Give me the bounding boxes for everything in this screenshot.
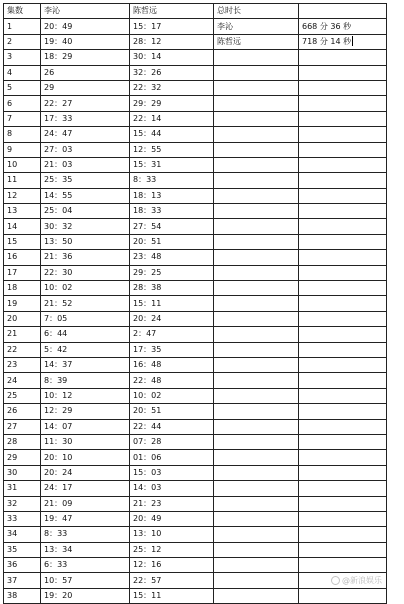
cell-episode[interactable]: 15: [4, 234, 41, 249]
table-row: [4, 157, 387, 172]
table-row: [4, 434, 387, 449]
empty-cell[interactable]: [299, 111, 387, 126]
cell-episode[interactable]: 2: [4, 34, 41, 49]
cell-chen-zheyuan-time[interactable]: 13：10: [130, 527, 214, 542]
cell-episode[interactable]: 16: [4, 250, 41, 265]
empty-cell[interactable]: [214, 296, 299, 311]
empty-cell[interactable]: [299, 219, 387, 234]
cell-li-qin-time[interactable]: 20：10: [41, 450, 130, 465]
empty-cell[interactable]: [299, 511, 387, 526]
cell-chen-zheyuan-time[interactable]: 23：48: [130, 250, 214, 265]
cell-episode[interactable]: 34: [4, 527, 41, 542]
table-row: [4, 65, 387, 80]
table-row: [4, 234, 387, 249]
cell-chen-zheyuan-time[interactable]: 15：11: [130, 588, 214, 603]
weibo-icon: [331, 576, 340, 585]
table-row: [4, 265, 387, 280]
cell-episode[interactable]: 27: [4, 419, 41, 434]
empty-cell[interactable]: [214, 311, 299, 326]
empty-cell[interactable]: [214, 388, 299, 403]
table-row: [4, 80, 387, 95]
empty-cell[interactable]: [214, 481, 299, 496]
cell-li-qin-time[interactable]: 11：30: [41, 434, 130, 449]
empty-cell[interactable]: [214, 527, 299, 542]
cell-li-qin-time[interactable]: 18：29: [41, 50, 130, 65]
empty-cell[interactable]: [214, 573, 299, 588]
empty-cell[interactable]: [299, 327, 387, 342]
cell-li-qin-time[interactable]: 7：05: [41, 311, 130, 326]
cell-chen-zheyuan-time[interactable]: 20：51: [130, 404, 214, 419]
empty-cell[interactable]: [299, 357, 387, 372]
empty-cell[interactable]: [214, 357, 299, 372]
total-value-text: 668 分 36 秒: [302, 21, 352, 31]
cell-episode[interactable]: 8: [4, 127, 41, 142]
cell-li-qin-time[interactable]: 13：34: [41, 542, 130, 557]
cell-li-qin-time[interactable]: 25：35: [41, 173, 130, 188]
table-row: [4, 373, 387, 388]
empty-cell[interactable]: [214, 204, 299, 219]
empty-cell[interactable]: [214, 465, 299, 480]
empty-cell[interactable]: [214, 219, 299, 234]
cell-li-qin-time[interactable]: 14：37: [41, 357, 130, 372]
header-total-time[interactable]: 总时长: [214, 4, 299, 19]
cell-li-qin-time[interactable]: 10：57: [41, 573, 130, 588]
empty-cell[interactable]: [299, 65, 387, 80]
empty-cell[interactable]: [214, 419, 299, 434]
table-row: [4, 127, 387, 142]
cell-chen-zheyuan-time[interactable]: 16：48: [130, 357, 214, 372]
table-row: [4, 481, 387, 496]
empty-cell[interactable]: [214, 234, 299, 249]
cell-chen-zheyuan-time[interactable]: 14：03: [130, 481, 214, 496]
empty-cell[interactable]: [214, 342, 299, 357]
empty-cell[interactable]: [299, 296, 387, 311]
empty-cell[interactable]: [214, 111, 299, 126]
empty-cell[interactable]: [214, 265, 299, 280]
episode-time-table: [3, 3, 387, 604]
empty-cell[interactable]: [299, 434, 387, 449]
cell-li-qin-time[interactable]: 30：32: [41, 219, 130, 234]
cell-episode[interactable]: 21: [4, 327, 41, 342]
cell-li-qin-time[interactable]: 5：42: [41, 342, 130, 357]
cell-chen-zheyuan-time[interactable]: 22：14: [130, 111, 214, 126]
empty-cell[interactable]: [214, 281, 299, 296]
table-row: [4, 204, 387, 219]
total-name[interactable]: 陈哲远: [214, 34, 299, 49]
cell-li-qin-time[interactable]: 10：02: [41, 281, 130, 296]
cell-episode[interactable]: 5: [4, 80, 41, 95]
cell-episode[interactable]: 30: [4, 465, 41, 480]
empty-cell[interactable]: [299, 234, 387, 249]
empty-cell[interactable]: [299, 404, 387, 419]
cell-li-qin-time[interactable]: 19：40: [41, 34, 130, 49]
cell-chen-zheyuan-time[interactable]: 22：57: [130, 573, 214, 588]
cell-li-qin-time[interactable]: 21：36: [41, 250, 130, 265]
cell-chen-zheyuan-time[interactable]: 27：54: [130, 219, 214, 234]
empty-cell[interactable]: [299, 588, 387, 603]
header-episode[interactable]: 集数: [4, 4, 41, 19]
cell-episode[interactable]: 31: [4, 481, 41, 496]
empty-cell[interactable]: [299, 527, 387, 542]
cell-episode[interactable]: 10: [4, 157, 41, 172]
table-row: [4, 219, 387, 234]
empty-cell[interactable]: [299, 281, 387, 296]
cell-episode[interactable]: 28: [4, 434, 41, 449]
cell-chen-zheyuan-time[interactable]: 12：55: [130, 142, 214, 157]
empty-cell[interactable]: [214, 157, 299, 172]
table-row: [4, 250, 387, 265]
cell-li-qin-time[interactable]: 21：52: [41, 296, 130, 311]
cell-chen-zheyuan-time[interactable]: 20：51: [130, 234, 214, 249]
header-empty[interactable]: [299, 4, 387, 19]
table-row: [4, 496, 387, 511]
empty-cell[interactable]: [214, 404, 299, 419]
empty-cell[interactable]: [214, 542, 299, 557]
cell-li-qin-time[interactable]: 17：33: [41, 111, 130, 126]
cell-li-qin-time[interactable]: 25：04: [41, 204, 130, 219]
cell-li-qin-time[interactable]: 21：09: [41, 496, 130, 511]
table-row: [4, 142, 387, 157]
cell-li-qin-time[interactable]: 20：49: [41, 19, 130, 34]
empty-cell[interactable]: [214, 188, 299, 203]
empty-cell[interactable]: [299, 481, 387, 496]
empty-cell[interactable]: [214, 373, 299, 388]
table-row: [4, 511, 387, 526]
empty-cell[interactable]: [299, 96, 387, 111]
empty-cell[interactable]: [214, 588, 299, 603]
cell-li-qin-time[interactable]: 10：12: [41, 388, 130, 403]
empty-cell[interactable]: [299, 419, 387, 434]
cell-episode[interactable]: 36: [4, 558, 41, 573]
empty-cell[interactable]: [299, 250, 387, 265]
table-row: [4, 450, 387, 465]
empty-cell[interactable]: [214, 173, 299, 188]
cell-episode[interactable]: 13: [4, 204, 41, 219]
cell-chen-zheyuan-time[interactable]: 28：12: [130, 34, 214, 49]
table-row: [4, 342, 387, 357]
empty-cell[interactable]: [299, 342, 387, 357]
empty-cell[interactable]: [299, 388, 387, 403]
cell-episode[interactable]: 23: [4, 357, 41, 372]
table-row: [4, 419, 387, 434]
table-row: [4, 96, 387, 111]
empty-cell[interactable]: [214, 496, 299, 511]
table-row: [4, 527, 387, 542]
empty-cell[interactable]: [299, 465, 387, 480]
cell-episode[interactable]: 11: [4, 173, 41, 188]
empty-cell[interactable]: [214, 127, 299, 142]
cell-episode[interactable]: 12: [4, 188, 41, 203]
empty-cell[interactable]: [299, 127, 387, 142]
empty-cell[interactable]: [299, 311, 387, 326]
empty-cell[interactable]: [299, 204, 387, 219]
watermark: [331, 575, 382, 586]
empty-cell[interactable]: [299, 450, 387, 465]
cell-episode[interactable]: 26: [4, 404, 41, 419]
table-row: [4, 588, 387, 603]
cell-chen-zheyuan-time[interactable]: 22：32: [130, 80, 214, 95]
cell-episode[interactable]: 19: [4, 296, 41, 311]
empty-cell[interactable]: [214, 511, 299, 526]
cell-li-qin-time[interactable]: 14：55: [41, 188, 130, 203]
total-value[interactable]: [299, 34, 387, 49]
cell-chen-zheyuan-time[interactable]: 17：35: [130, 342, 214, 357]
cell-li-qin-time[interactable]: 22：27: [41, 96, 130, 111]
empty-cell[interactable]: [214, 327, 299, 342]
table-row: [4, 50, 387, 65]
cell-chen-zheyuan-time[interactable]: 18：33: [130, 204, 214, 219]
table-row: [4, 173, 387, 188]
empty-cell[interactable]: [214, 434, 299, 449]
cell-episode[interactable]: 9: [4, 142, 41, 157]
cell-li-qin-time[interactable]: 22：30: [41, 265, 130, 280]
table-row: [4, 296, 387, 311]
cell-episode[interactable]: 3: [4, 50, 41, 65]
table-row: [4, 558, 387, 573]
cell-li-qin-time[interactable]: 6：44: [41, 327, 130, 342]
cell-li-qin-time[interactable]: 20：24: [41, 465, 130, 480]
cell-episode[interactable]: 6: [4, 96, 41, 111]
total-value-text: 718 分 14 秒: [302, 36, 352, 46]
empty-cell[interactable]: [299, 173, 387, 188]
cell-li-qin-time[interactable]: 6：33: [41, 558, 130, 573]
cell-li-qin-time[interactable]: 19：47: [41, 511, 130, 526]
empty-cell[interactable]: [214, 96, 299, 111]
cell-chen-zheyuan-time[interactable]: 2：47: [130, 327, 214, 342]
cell-li-qin-time[interactable]: 14：07: [41, 419, 130, 434]
table-row: [4, 34, 387, 49]
cell-episode[interactable]: 20: [4, 311, 41, 326]
cell-chen-zheyuan-time[interactable]: 8：33: [130, 173, 214, 188]
cell-chen-zheyuan-time[interactable]: 15：17: [130, 19, 214, 34]
cell-li-qin-time[interactable]: 24：47: [41, 127, 130, 142]
cell-episode[interactable]: 18: [4, 281, 41, 296]
cell-chen-zheyuan-time[interactable]: 29：29: [130, 96, 214, 111]
cell-episode[interactable]: 17: [4, 265, 41, 280]
cell-li-qin-time[interactable]: 21：03: [41, 157, 130, 172]
table-row: [4, 465, 387, 480]
cell-chen-zheyuan-time[interactable]: 30：14: [130, 50, 214, 65]
total-value[interactable]: [299, 19, 387, 34]
cell-episode[interactable]: 22: [4, 342, 41, 357]
table-row: [4, 111, 387, 126]
table-row: [4, 311, 387, 326]
table-row: [4, 388, 387, 403]
table-row: [4, 188, 387, 203]
cell-li-qin-time[interactable]: 24：17: [41, 481, 130, 496]
cell-episode[interactable]: 38: [4, 588, 41, 603]
cell-chen-zheyuan-time[interactable]: 15：31: [130, 157, 214, 172]
cell-episode[interactable]: 35: [4, 542, 41, 557]
cell-chen-zheyuan-time[interactable]: 10：02: [130, 388, 214, 403]
empty-cell[interactable]: [299, 142, 387, 157]
cell-episode[interactable]: 24: [4, 373, 41, 388]
cell-li-qin-time[interactable]: 19：20: [41, 588, 130, 603]
table-row: [4, 281, 387, 296]
empty-cell[interactable]: [299, 558, 387, 573]
cell-li-qin-time[interactable]: 27：03: [41, 142, 130, 157]
table-row: [4, 573, 387, 588]
empty-cell[interactable]: [299, 157, 387, 172]
empty-cell[interactable]: [214, 80, 299, 95]
header-row: [4, 4, 387, 19]
cell-episode[interactable]: 7: [4, 111, 41, 126]
cell-episode[interactable]: 1: [4, 19, 41, 34]
header-li-qin[interactable]: 李沁: [41, 4, 130, 19]
empty-cell[interactable]: [299, 265, 387, 280]
table-body: [4, 4, 387, 604]
cell-episode[interactable]: 33: [4, 511, 41, 526]
cell-chen-zheyuan-time[interactable]: 07：28: [130, 434, 214, 449]
cell-li-qin-time[interactable]: 8：33: [41, 527, 130, 542]
empty-cell[interactable]: [214, 250, 299, 265]
empty-cell[interactable]: [214, 450, 299, 465]
empty-cell[interactable]: [299, 80, 387, 95]
cell-chen-zheyuan-time[interactable]: 12：16: [130, 558, 214, 573]
cell-episode[interactable]: 4: [4, 65, 41, 80]
table-row: [4, 327, 387, 342]
empty-cell[interactable]: [214, 50, 299, 65]
cell-chen-zheyuan-time[interactable]: 21：23: [130, 496, 214, 511]
cell-li-qin-time[interactable]: 29: [41, 80, 130, 95]
table-row: [4, 357, 387, 372]
text-cursor: [352, 36, 353, 46]
cell-chen-zheyuan-time[interactable]: 15：11: [130, 296, 214, 311]
total-name[interactable]: 李沁: [214, 19, 299, 34]
cell-li-qin-time[interactable]: 26: [41, 65, 130, 80]
cell-chen-zheyuan-time[interactable]: 22：48: [130, 373, 214, 388]
empty-cell[interactable]: [299, 188, 387, 203]
cell-chen-zheyuan-time[interactable]: 20：49: [130, 511, 214, 526]
cell-episode[interactable]: 25: [4, 388, 41, 403]
empty-cell[interactable]: [214, 65, 299, 80]
table-row: [4, 542, 387, 557]
empty-cell[interactable]: [214, 558, 299, 573]
cell-episode[interactable]: 37: [4, 573, 41, 588]
cell-chen-zheyuan-time[interactable]: 01：06: [130, 450, 214, 465]
cell-episode[interactable]: 29: [4, 450, 41, 465]
empty-cell[interactable]: [214, 142, 299, 157]
cell-li-qin-time[interactable]: 12：29: [41, 404, 130, 419]
cell-chen-zheyuan-time[interactable]: 20：24: [130, 311, 214, 326]
cell-li-qin-time[interactable]: 13：50: [41, 234, 130, 249]
cell-chen-zheyuan-time[interactable]: 28：38: [130, 281, 214, 296]
cell-chen-zheyuan-time[interactable]: 15：03: [130, 465, 214, 480]
header-chen-zheyuan[interactable]: 陈哲远: [130, 4, 214, 19]
cell-chen-zheyuan-time[interactable]: 25：12: [130, 542, 214, 557]
watermark-text: @新浪娱乐: [342, 576, 382, 585]
cell-chen-zheyuan-time[interactable]: 18：13: [130, 188, 214, 203]
cell-episode[interactable]: 14: [4, 219, 41, 234]
table-row: [4, 404, 387, 419]
empty-cell[interactable]: [299, 50, 387, 65]
empty-cell[interactable]: [299, 496, 387, 511]
cell-chen-zheyuan-time[interactable]: 29：25: [130, 265, 214, 280]
cell-chen-zheyuan-time[interactable]: 15：44: [130, 127, 214, 142]
cell-li-qin-time[interactable]: 8：39: [41, 373, 130, 388]
empty-cell[interactable]: [299, 542, 387, 557]
cell-chen-zheyuan-time[interactable]: 22：44: [130, 419, 214, 434]
table-row: [4, 19, 387, 34]
cell-chen-zheyuan-time[interactable]: 32：26: [130, 65, 214, 80]
empty-cell[interactable]: [299, 373, 387, 388]
cell-episode[interactable]: 32: [4, 496, 41, 511]
